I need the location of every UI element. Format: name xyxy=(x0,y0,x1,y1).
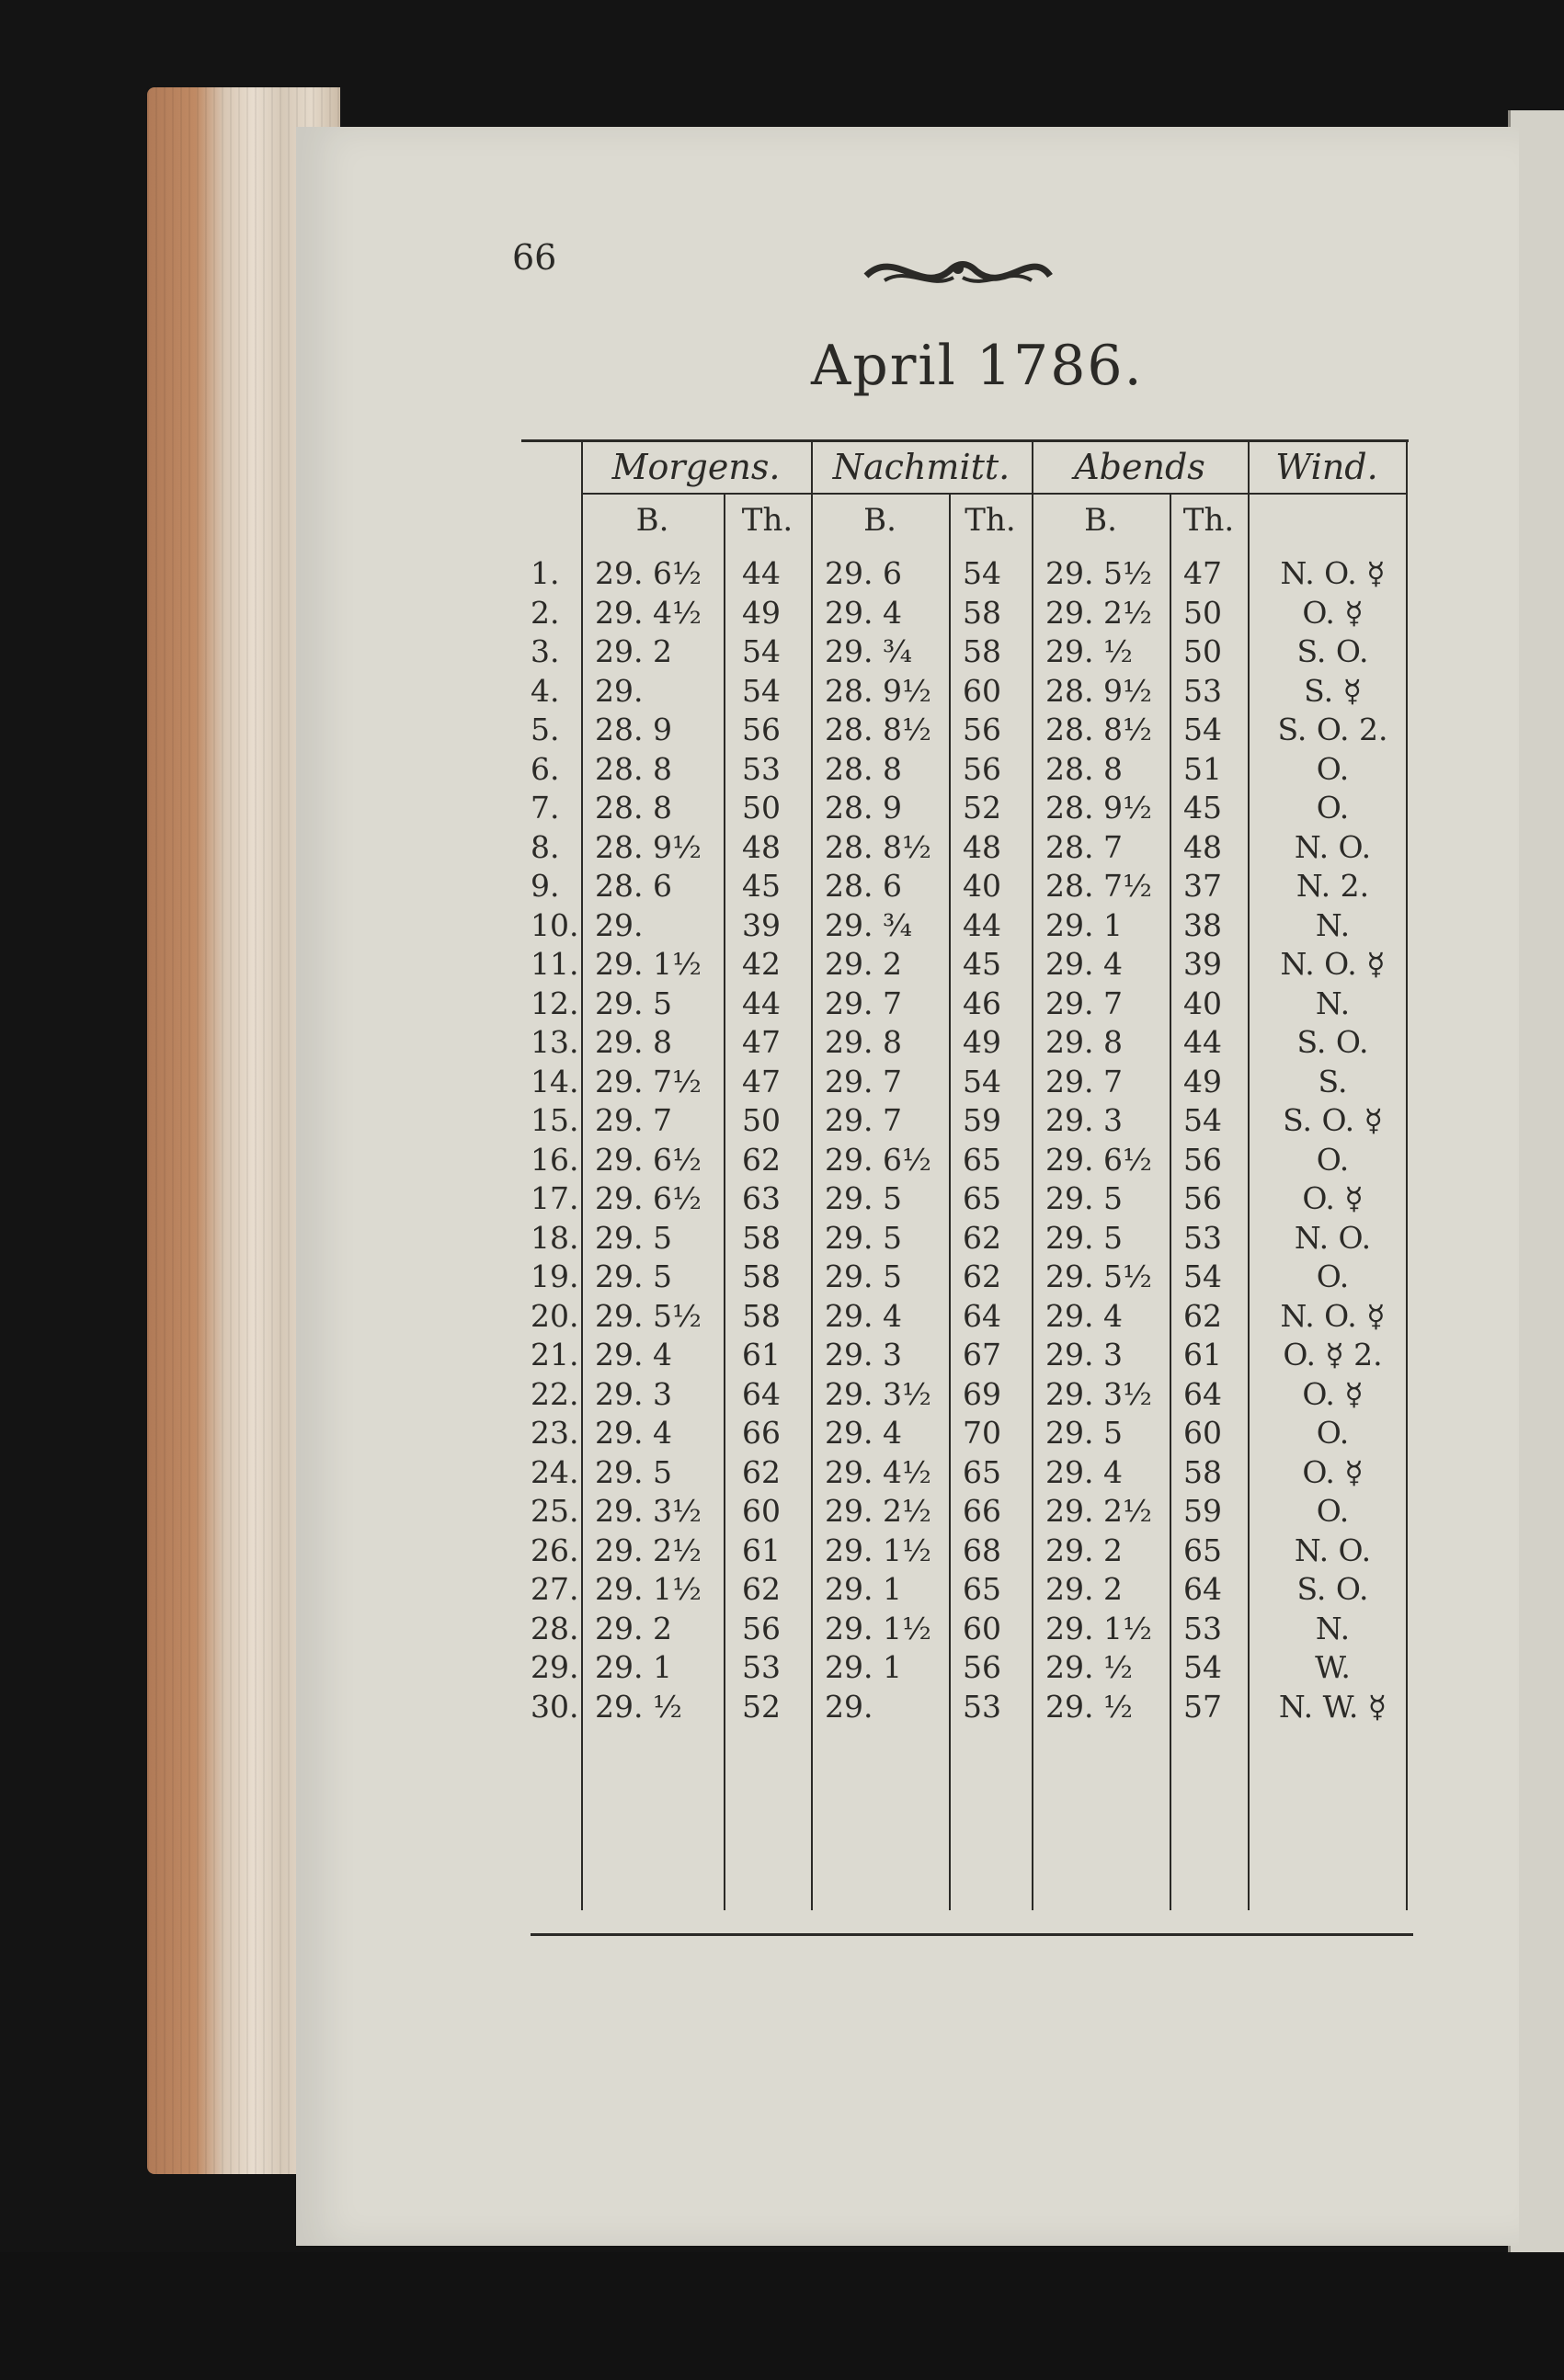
day-cell: 8. xyxy=(531,828,560,865)
day-cell: 2. xyxy=(531,594,560,631)
day-cell: 3. xyxy=(531,633,560,669)
subheader-th: Th. xyxy=(741,502,793,539)
evening-thermometer-cell: 54 xyxy=(1183,712,1222,747)
day-cell: 9. xyxy=(531,868,560,904)
wind-cell: W. xyxy=(1315,1649,1351,1685)
evening-barometer-cell: 29. 3 xyxy=(1045,1102,1123,1138)
table-row xyxy=(521,554,1409,594)
morning-thermometer-cell: 66 xyxy=(742,1415,781,1451)
afternoon-thermometer-cell: 58 xyxy=(963,633,1001,669)
evening-barometer-cell: 29. 7 xyxy=(1045,985,1123,1021)
table-row xyxy=(521,1297,1409,1337)
afternoon-barometer-cell: 29. 2½ xyxy=(825,1493,931,1529)
afternoon-thermometer-cell: 65 xyxy=(963,1453,1001,1490)
morning-barometer-cell: 29. 5 xyxy=(595,1453,672,1490)
wind-cell: O. ☿ xyxy=(1302,1180,1364,1216)
evening-barometer-cell: 28. 8 xyxy=(1045,750,1123,787)
day-cell: 16. xyxy=(531,1141,579,1178)
table-row xyxy=(521,1023,1409,1063)
afternoon-barometer-cell: 29. 6½ xyxy=(825,1141,931,1178)
afternoon-barometer-cell: 29. 7 xyxy=(825,1063,902,1099)
evening-thermometer-cell: 47 xyxy=(1183,555,1222,591)
afternoon-thermometer-cell: 69 xyxy=(963,1375,1001,1412)
afternoon-thermometer-cell: 56 xyxy=(963,1649,1001,1685)
morning-barometer-cell: 29. 5 xyxy=(595,985,672,1021)
subheader-b: B. xyxy=(635,502,669,539)
wind-cell: O. xyxy=(1316,1415,1350,1451)
morning-thermometer-cell: 50 xyxy=(742,1102,781,1138)
morning-thermometer-cell: 49 xyxy=(742,594,781,631)
afternoon-thermometer-cell: 62 xyxy=(963,1219,1001,1256)
evening-barometer-cell: 28. 7 xyxy=(1045,828,1123,865)
morning-thermometer-cell: 42 xyxy=(742,946,781,982)
morning-thermometer-cell: 44 xyxy=(742,985,781,1021)
evening-thermometer-cell: 65 xyxy=(1183,1532,1222,1568)
morning-thermometer-cell: 61 xyxy=(742,1532,781,1568)
afternoon-thermometer-cell: 48 xyxy=(963,828,1001,865)
wind-cell: N. O. xyxy=(1294,1532,1372,1568)
morning-thermometer-cell: 56 xyxy=(742,1610,781,1646)
afternoon-barometer-cell: 29. 7 xyxy=(825,1102,902,1138)
book-page xyxy=(296,127,1519,2246)
morning-thermometer-cell: 48 xyxy=(742,828,781,865)
afternoon-barometer-cell: 29. 8 xyxy=(825,1024,902,1060)
afternoon-barometer-cell: 29. 4 xyxy=(825,1415,902,1451)
evening-barometer-cell: 29. 2 xyxy=(1045,1571,1123,1607)
morning-barometer-cell: 28. 6 xyxy=(595,868,672,904)
morning-barometer-cell: 29. 5 xyxy=(595,1258,672,1294)
afternoon-thermometer-cell: 40 xyxy=(963,868,1001,904)
day-cell: 18. xyxy=(531,1219,579,1256)
afternoon-barometer-cell: 29. 6 xyxy=(825,555,902,591)
wind-cell: N. O. ☿ xyxy=(1280,946,1386,982)
afternoon-barometer-cell: 29. 5 xyxy=(825,1258,902,1294)
subheader-th: Th. xyxy=(965,502,1016,539)
day-cell: 21. xyxy=(531,1337,579,1372)
afternoon-barometer-cell: 29. 3½ xyxy=(825,1375,931,1412)
afternoon-thermometer-cell: 65 xyxy=(963,1571,1001,1607)
evening-barometer-cell: 29. 5½ xyxy=(1045,1258,1152,1294)
afternoon-thermometer-cell: 67 xyxy=(963,1337,1001,1372)
evening-barometer-cell: 29. 4 xyxy=(1045,1297,1123,1334)
evening-barometer-cell: 29. 5 xyxy=(1045,1219,1123,1256)
morning-barometer-cell: 29. 8 xyxy=(595,1024,672,1060)
afternoon-barometer-cell: 29. 1½ xyxy=(825,1532,931,1568)
evening-barometer-cell: 28. 8½ xyxy=(1045,712,1152,747)
afternoon-barometer-cell: 29. ¾ xyxy=(825,633,912,669)
morning-barometer-cell: 29. 4 xyxy=(595,1415,672,1451)
afternoon-thermometer-cell: 65 xyxy=(963,1180,1001,1216)
table-row xyxy=(521,1492,1409,1532)
afternoon-barometer-cell: 29. ¾ xyxy=(825,906,912,943)
day-cell: 25. xyxy=(531,1493,579,1529)
day-cell: 22. xyxy=(531,1375,579,1412)
afternoon-barometer-cell: 28. 6 xyxy=(825,868,902,904)
morning-barometer-cell: 29. 4½ xyxy=(595,594,702,631)
evening-thermometer-cell: 49 xyxy=(1183,1063,1222,1099)
morning-thermometer-cell: 50 xyxy=(742,790,781,826)
ornament-icon xyxy=(857,239,1059,303)
morning-barometer-cell: 29. 6½ xyxy=(595,1141,702,1178)
evening-barometer-cell: 29. 5 xyxy=(1045,1180,1123,1216)
evening-thermometer-cell: 54 xyxy=(1183,1649,1222,1685)
morning-barometer-cell: 29. 7 xyxy=(595,1102,672,1138)
afternoon-barometer-cell: 28. 9½ xyxy=(825,672,931,709)
morning-barometer-cell: 28. 8 xyxy=(595,750,672,787)
evening-thermometer-cell: 56 xyxy=(1183,1141,1222,1178)
evening-barometer-cell: 29. 3½ xyxy=(1045,1375,1152,1412)
table-row xyxy=(521,985,1409,1024)
wind-cell: N. xyxy=(1315,985,1351,1021)
morning-barometer-cell: 29. 4 xyxy=(595,1337,672,1372)
morning-thermometer-cell: 58 xyxy=(742,1297,781,1334)
table-row xyxy=(521,1532,1409,1571)
table-row xyxy=(521,789,1409,828)
wind-cell: N. O. ☿ xyxy=(1280,1297,1386,1334)
table-row xyxy=(521,867,1409,906)
evening-thermometer-cell: 54 xyxy=(1183,1102,1222,1138)
evening-thermometer-cell: 61 xyxy=(1183,1337,1222,1372)
morning-thermometer-cell: 54 xyxy=(742,633,781,669)
evening-barometer-cell: 28. 9½ xyxy=(1045,672,1152,709)
background-shadow xyxy=(0,2252,1564,2380)
afternoon-thermometer-cell: 46 xyxy=(963,985,1001,1021)
morning-barometer-cell: 29. 2 xyxy=(595,1610,672,1646)
morning-barometer-cell: 29. 7½ xyxy=(595,1063,702,1099)
morning-barometer-cell: 29. 1½ xyxy=(595,946,702,982)
afternoon-barometer-cell: 29. 5 xyxy=(825,1219,902,1256)
evening-thermometer-cell: 64 xyxy=(1183,1375,1222,1412)
afternoon-thermometer-cell: 70 xyxy=(963,1415,1001,1451)
table-row xyxy=(521,945,1409,985)
wind-cell: O. xyxy=(1316,1258,1350,1294)
afternoon-barometer-cell: 28. 8 xyxy=(825,750,902,787)
header-morgens: Morgens. xyxy=(611,447,781,487)
evening-thermometer-cell: 56 xyxy=(1183,1180,1222,1216)
afternoon-barometer-cell: 29. 1 xyxy=(825,1649,902,1685)
wind-cell: N. O. ☿ xyxy=(1280,555,1386,591)
header-wind: Wind. xyxy=(1275,447,1378,487)
evening-thermometer-cell: 50 xyxy=(1183,594,1222,631)
page-heading: April 1786. xyxy=(811,334,1144,398)
table-row xyxy=(521,1101,1409,1141)
afternoon-barometer-cell: 29. 5 xyxy=(825,1180,902,1216)
morning-thermometer-cell: 62 xyxy=(742,1141,781,1178)
wind-cell: O. xyxy=(1316,1141,1350,1178)
day-cell: 5. xyxy=(531,712,560,747)
wind-cell: S. ☿ xyxy=(1304,672,1362,709)
morning-thermometer-cell: 53 xyxy=(742,750,781,787)
evening-barometer-cell: 29. 5 xyxy=(1045,1415,1123,1451)
header-nachmitt: Nachmitt. xyxy=(832,447,1010,487)
table-body xyxy=(521,554,1409,1726)
evening-barometer-cell: 28. 7½ xyxy=(1045,868,1152,904)
afternoon-barometer-cell: 29. 1 xyxy=(825,1571,902,1607)
table-bottom-rule xyxy=(531,1933,1413,1936)
table-row xyxy=(521,1688,1409,1727)
evening-thermometer-cell: 37 xyxy=(1183,868,1222,904)
afternoon-barometer-cell: 29. 2 xyxy=(825,946,902,982)
morning-barometer-cell: 29. 5 xyxy=(595,1219,672,1256)
day-cell: 13. xyxy=(531,1024,579,1060)
header-abends: Abends xyxy=(1074,447,1205,487)
afternoon-barometer-cell: 29. 4 xyxy=(825,1297,902,1334)
evening-barometer-cell: 29. 2½ xyxy=(1045,594,1152,631)
header-rule xyxy=(1248,493,1406,495)
wind-cell: S. O. 2. xyxy=(1277,712,1388,747)
day-cell: 28. xyxy=(531,1610,579,1646)
day-cell: 23. xyxy=(531,1415,579,1451)
wind-cell: N. xyxy=(1315,1610,1351,1646)
day-cell: 27. xyxy=(531,1571,579,1607)
evening-barometer-cell: 29. 4 xyxy=(1045,946,1123,982)
wind-cell: S. xyxy=(1318,1063,1348,1099)
wind-cell: O. ☿ xyxy=(1302,1453,1364,1490)
morning-thermometer-cell: 62 xyxy=(742,1571,781,1607)
afternoon-thermometer-cell: 54 xyxy=(963,1063,1001,1099)
morning-barometer-cell: 29. 1½ xyxy=(595,1571,702,1607)
subheader-b: B. xyxy=(863,502,896,539)
morning-barometer-cell: 29. 6½ xyxy=(595,1180,702,1216)
wind-cell: N. 2. xyxy=(1296,868,1370,904)
evening-barometer-cell: 29. 8 xyxy=(1045,1024,1123,1060)
morning-thermometer-cell: 62 xyxy=(742,1453,781,1490)
table-row xyxy=(521,1219,1409,1258)
afternoon-thermometer-cell: 58 xyxy=(963,594,1001,631)
day-cell: 1. xyxy=(531,555,560,591)
evening-thermometer-cell: 53 xyxy=(1183,672,1222,709)
afternoon-thermometer-cell: 49 xyxy=(963,1024,1001,1060)
afternoon-barometer-cell: 29. 1½ xyxy=(825,1610,931,1646)
wind-cell: O. ☿ xyxy=(1302,594,1364,631)
table-row xyxy=(521,1141,1409,1180)
table-row xyxy=(521,711,1409,750)
evening-thermometer-cell: 57 xyxy=(1183,1688,1222,1725)
morning-thermometer-cell: 44 xyxy=(742,555,781,591)
afternoon-barometer-cell: 29. 4 xyxy=(825,594,902,631)
morning-thermometer-cell: 64 xyxy=(742,1375,781,1412)
header-rule xyxy=(581,493,1250,495)
evening-thermometer-cell: 62 xyxy=(1183,1297,1222,1334)
morning-barometer-cell: 29. 5½ xyxy=(595,1297,702,1334)
evening-barometer-cell: 29. ½ xyxy=(1045,1649,1133,1685)
day-cell: 20. xyxy=(531,1297,579,1334)
evening-thermometer-cell: 39 xyxy=(1183,946,1222,982)
day-cell: 24. xyxy=(531,1453,579,1490)
afternoon-barometer-cell: 29. 4½ xyxy=(825,1453,931,1490)
table-row xyxy=(521,672,1409,712)
evening-thermometer-cell: 45 xyxy=(1183,790,1222,826)
day-cell: 4. xyxy=(531,672,560,709)
table-row xyxy=(521,632,1409,672)
morning-barometer-cell: 29. xyxy=(595,906,644,943)
afternoon-thermometer-cell: 60 xyxy=(963,1610,1001,1646)
morning-thermometer-cell: 39 xyxy=(742,906,781,943)
morning-thermometer-cell: 60 xyxy=(742,1493,781,1529)
morning-thermometer-cell: 61 xyxy=(742,1337,781,1372)
morning-barometer-cell: 29. xyxy=(595,672,644,709)
day-cell: 14. xyxy=(531,1063,579,1099)
day-cell: 12. xyxy=(531,985,579,1021)
morning-barometer-cell: 29. ½ xyxy=(595,1688,682,1725)
afternoon-barometer-cell: 29. 3 xyxy=(825,1337,902,1372)
wind-cell: S. O. xyxy=(1296,633,1369,669)
morning-thermometer-cell: 47 xyxy=(742,1063,781,1099)
table-row xyxy=(521,906,1409,946)
subheader-b: B. xyxy=(1084,502,1117,539)
evening-barometer-cell: 29. 7 xyxy=(1045,1063,1123,1099)
afternoon-thermometer-cell: 56 xyxy=(963,712,1001,747)
morning-barometer-cell: 29. 3 xyxy=(595,1375,672,1412)
afternoon-thermometer-cell: 45 xyxy=(963,946,1001,982)
evening-thermometer-cell: 48 xyxy=(1183,828,1222,865)
page-number: 66 xyxy=(512,237,557,278)
evening-thermometer-cell: 51 xyxy=(1183,750,1222,787)
evening-thermometer-cell: 53 xyxy=(1183,1219,1222,1256)
morning-thermometer-cell: 58 xyxy=(742,1258,781,1294)
day-cell: 17. xyxy=(531,1180,579,1216)
day-cell: 26. xyxy=(531,1532,579,1568)
day-cell: 11. xyxy=(531,946,579,982)
evening-barometer-cell: 29. ½ xyxy=(1045,633,1133,669)
morning-thermometer-cell: 47 xyxy=(742,1024,781,1060)
afternoon-thermometer-cell: 56 xyxy=(963,750,1001,787)
wind-cell: O. xyxy=(1316,790,1350,826)
table-row xyxy=(521,1610,1409,1649)
morning-thermometer-cell: 63 xyxy=(742,1180,781,1216)
subheader-th: Th. xyxy=(1182,502,1235,539)
afternoon-barometer-cell: 28. 8½ xyxy=(825,828,931,865)
morning-thermometer-cell: 53 xyxy=(742,1649,781,1685)
evening-barometer-cell: 29. 4 xyxy=(1045,1453,1123,1490)
morning-barometer-cell: 28. 8 xyxy=(595,790,672,826)
table-row xyxy=(521,1414,1409,1453)
day-cell: 15. xyxy=(531,1102,579,1138)
wind-cell: S. O. ☿ xyxy=(1283,1102,1383,1138)
table-top-rule xyxy=(521,439,1409,442)
evening-thermometer-cell: 64 xyxy=(1183,1571,1222,1607)
morning-barometer-cell: 28. 9 xyxy=(595,712,672,747)
afternoon-thermometer-cell: 64 xyxy=(963,1297,1001,1334)
table-row xyxy=(521,594,1409,633)
day-cell: 6. xyxy=(531,750,560,787)
wind-cell: O. ☿ xyxy=(1302,1375,1364,1412)
evening-thermometer-cell: 53 xyxy=(1183,1610,1222,1646)
wind-cell: N. xyxy=(1315,906,1351,943)
afternoon-thermometer-cell: 62 xyxy=(963,1258,1001,1294)
evening-thermometer-cell: 54 xyxy=(1183,1258,1222,1294)
evening-barometer-cell: 29. 2½ xyxy=(1045,1493,1152,1529)
evening-barometer-cell: 29. ½ xyxy=(1045,1688,1133,1725)
morning-thermometer-cell: 54 xyxy=(742,672,781,709)
table-row xyxy=(521,1570,1409,1610)
morning-barometer-cell: 29. 2 xyxy=(595,633,672,669)
wind-cell: O. ☿ 2. xyxy=(1283,1337,1383,1372)
day-cell: 30. xyxy=(531,1688,579,1725)
evening-thermometer-cell: 60 xyxy=(1183,1415,1222,1451)
evening-thermometer-cell: 38 xyxy=(1183,906,1222,943)
evening-barometer-cell: 29. 6½ xyxy=(1045,1141,1152,1178)
afternoon-barometer-cell: 29. 7 xyxy=(825,985,902,1021)
morning-barometer-cell: 29. 1 xyxy=(595,1649,672,1685)
evening-barometer-cell: 29. 3 xyxy=(1045,1337,1123,1372)
morning-thermometer-cell: 45 xyxy=(742,868,781,904)
table-row xyxy=(521,1063,1409,1102)
morning-barometer-cell: 29. 2½ xyxy=(595,1532,702,1568)
evening-barometer-cell: 29. 5½ xyxy=(1045,555,1152,591)
morning-thermometer-cell: 56 xyxy=(742,712,781,747)
evening-barometer-cell: 29. 1 xyxy=(1045,906,1123,943)
wind-cell: O. xyxy=(1316,1493,1350,1529)
afternoon-thermometer-cell: 60 xyxy=(963,672,1001,709)
afternoon-thermometer-cell: 52 xyxy=(963,790,1001,826)
day-cell: 10. xyxy=(531,906,579,943)
morning-barometer-cell: 28. 9½ xyxy=(595,828,702,865)
wind-cell: S. O. xyxy=(1296,1024,1369,1060)
wind-cell: S. O. xyxy=(1296,1571,1369,1607)
table-row xyxy=(521,828,1409,868)
afternoon-thermometer-cell: 44 xyxy=(963,906,1001,943)
afternoon-thermometer-cell: 53 xyxy=(963,1688,1001,1725)
table-row xyxy=(521,1336,1409,1375)
table-row xyxy=(521,750,1409,790)
table-row xyxy=(521,1648,1409,1688)
table-row xyxy=(521,1375,1409,1415)
evening-thermometer-cell: 50 xyxy=(1183,633,1222,669)
day-cell: 7. xyxy=(531,790,560,826)
evening-thermometer-cell: 58 xyxy=(1183,1453,1222,1490)
table-row xyxy=(521,1258,1409,1297)
wind-cell: O. xyxy=(1316,750,1350,787)
evening-barometer-cell: 29. 1½ xyxy=(1045,1610,1152,1646)
morning-barometer-cell: 29. 3½ xyxy=(595,1493,702,1529)
evening-thermometer-cell: 59 xyxy=(1183,1493,1222,1529)
day-cell: 29. xyxy=(531,1649,579,1685)
evening-barometer-cell: 29. 2 xyxy=(1045,1532,1123,1568)
evening-thermometer-cell: 40 xyxy=(1183,985,1222,1021)
afternoon-barometer-cell: 28. 9 xyxy=(825,790,902,826)
afternoon-thermometer-cell: 59 xyxy=(963,1102,1001,1138)
afternoon-barometer-cell: 29. xyxy=(825,1688,873,1725)
evening-barometer-cell: 28. 9½ xyxy=(1045,790,1152,826)
afternoon-thermometer-cell: 68 xyxy=(963,1532,1001,1568)
day-cell: 19. xyxy=(531,1258,579,1294)
table-row xyxy=(521,1453,1409,1493)
afternoon-thermometer-cell: 65 xyxy=(963,1141,1001,1178)
morning-thermometer-cell: 52 xyxy=(742,1688,781,1725)
wind-cell: N. O. xyxy=(1294,1219,1372,1256)
morning-barometer-cell: 29. 6½ xyxy=(595,555,702,591)
evening-thermometer-cell: 44 xyxy=(1183,1024,1222,1060)
afternoon-thermometer-cell: 54 xyxy=(963,555,1001,591)
afternoon-barometer-cell: 28. 8½ xyxy=(825,712,931,747)
wind-cell: N. O. xyxy=(1294,828,1372,865)
afternoon-thermometer-cell: 66 xyxy=(963,1493,1001,1529)
wind-cell: N. W. ☿ xyxy=(1278,1688,1387,1725)
morning-thermometer-cell: 58 xyxy=(742,1219,781,1256)
table-row xyxy=(521,1179,1409,1219)
